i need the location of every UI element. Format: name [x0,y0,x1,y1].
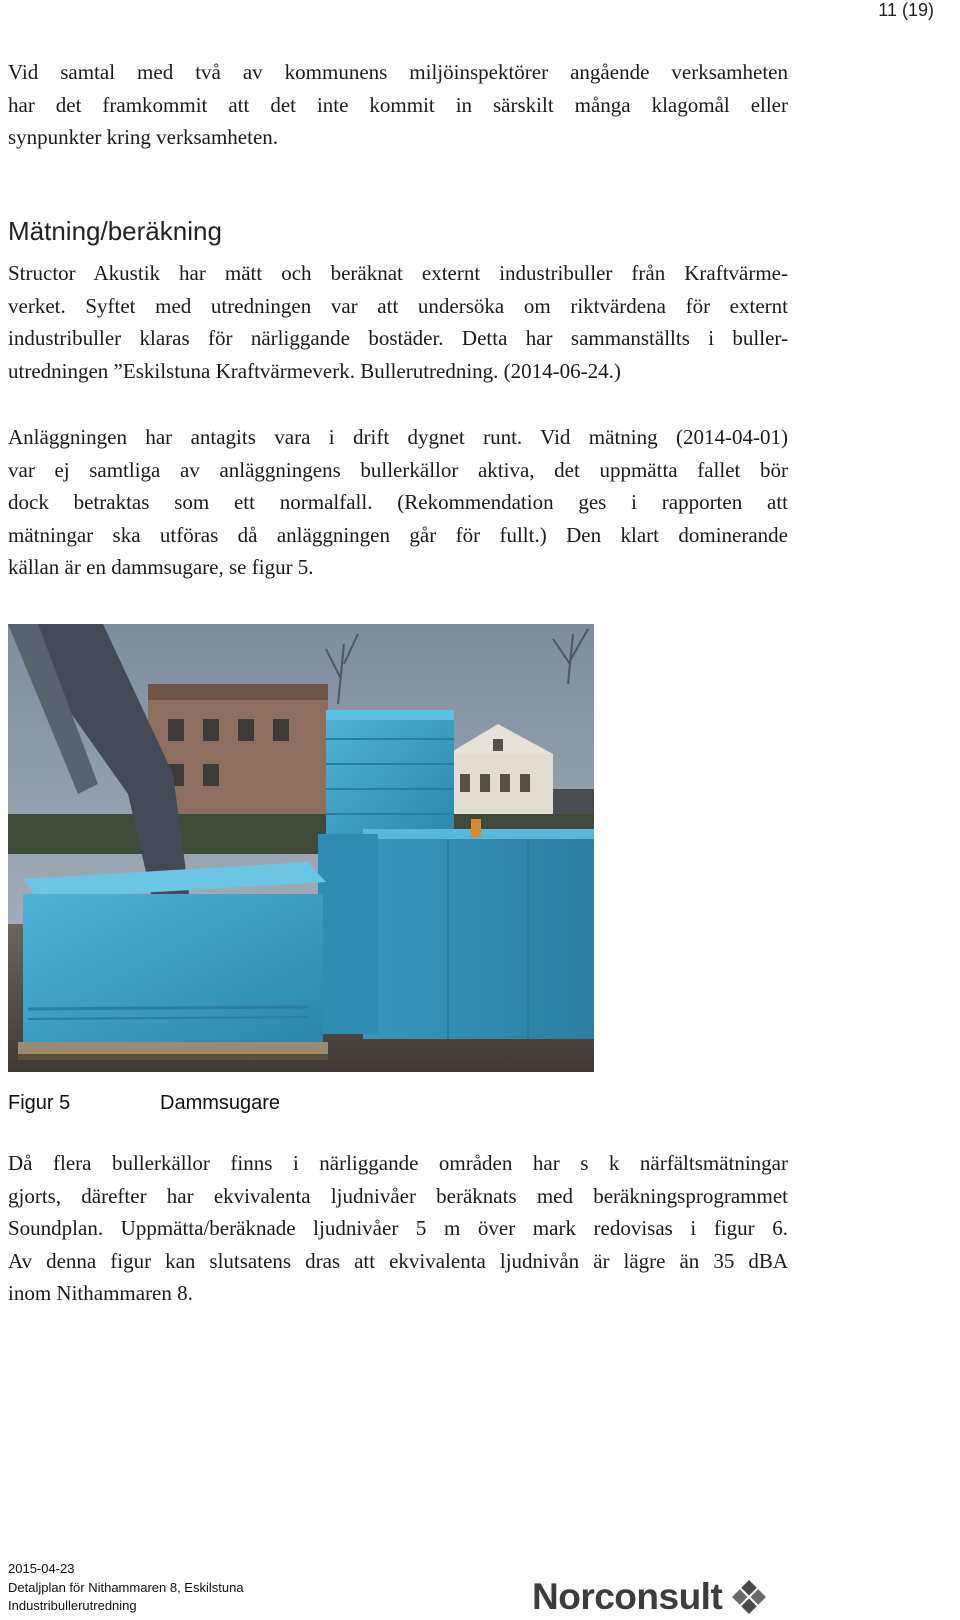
text-line: synpunkter kring verksamheten. [8,125,279,149]
diamond-logo-icon [728,1576,770,1618]
figure-photo [8,624,594,1072]
text-line: var ej samtliga av anläggningens bullerkällor aktiva, det uppmätta fallet bör [8,457,788,482]
figure-title: Dammsugare [160,1092,281,1114]
text-line: källan är en dammsugare, se figur 5. [8,555,314,579]
paragraph-intro [8,56,788,154]
text-line: Av denna figur kan slutsatens dras att ekvivalenta ljudnivån är lägre än 35 dBA [8,1248,788,1273]
footer-date: 2015-04-23 [8,1561,75,1576]
text-line: Då flera bullerkällor finns i närliggande områden har s k närfältsmätningar [8,1151,788,1175]
text-line: utredningen ”Eskilstuna Kraftvärmeverk. Bullerutredning. (2014-06-24.) [8,358,621,383]
vacuum-unit-photo [8,624,594,1072]
section-heading: Mätning/beräkning [8,216,222,246]
text-line: mätningar ska utföras då anläggningen går för fullt.) Den klart dominerande [8,522,788,547]
logo-text: Norconsult [532,1576,723,1617]
text-line: dock betraktas som ett normalfall. (Rekommendation ges i rapporten att [8,490,788,514]
text-line: Anläggningen har antagits vara i drift dygnet runt. Vid mätning (2014-04-01) [8,425,788,449]
text-line: verket. Syftet med utredningen var att undersöka om riktvärdena för externt [8,293,788,318]
paragraph-soundplan [8,1147,788,1310]
text-line: Soundplan. Uppmätta/beräknade ljudnivåer 5 m över mark redovisas i figur 6. [8,1216,788,1240]
footer-project: Detaljplan för Nithammaren 8, Eskilstuna [8,1579,244,1595]
paragraph-operation [8,421,788,584]
footer-info [8,1560,244,1616]
norconsult-logo [532,1576,770,1618]
text-line: Structor Akustik har mätt och beräknat externt industribuller från Kraftvärme- [8,261,788,285]
footer-report: Industribullerutredning [8,1598,137,1613]
text-line: har det framkommit att det inte kommit in särskilt många klagomål eller [8,92,788,117]
text-line: gjorts, därefter har ekvivalenta ljudnivåer beräknats med beräkningsprogrammet [8,1183,788,1208]
figure-number: Figur 5 [8,1092,71,1114]
paragraph-measurement [8,257,788,387]
text-line: industribuller klaras för närliggande bostäder. Detta har sammanställts i buller- [8,326,788,350]
text-line: Vid samtal med två av kommunens miljöinspektörer angående verksamheten [8,60,788,84]
text-line: inom Nithammaren 8. [8,1281,193,1305]
page-number: 11 (19) [878,0,934,20]
